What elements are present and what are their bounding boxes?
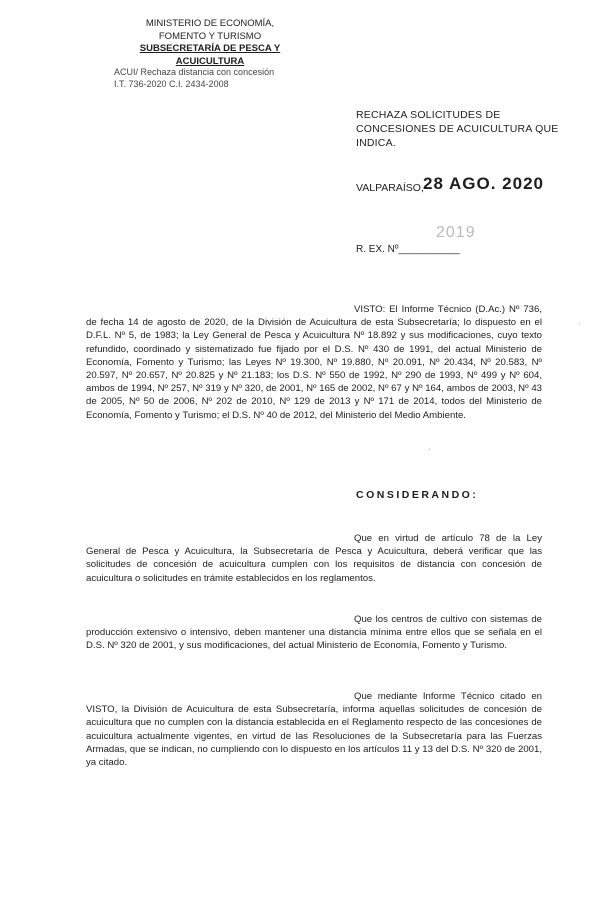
- scan-speck: ·: [428, 444, 431, 454]
- ministry-header: [110, 18, 310, 68]
- resolution-number-line: R. EX. Nº___________: [356, 244, 460, 255]
- scan-speck: ·: [578, 318, 581, 328]
- document-title: RECHAZA SOLICITUDES DE CONCESIONES DE ACUICULTURA QUE INDICA.: [356, 109, 559, 149]
- ministry-name: MINISTERIO DE ECONOMÍA,: [145, 18, 275, 29]
- place-label: VALPARAÍSO,: [356, 182, 424, 194]
- subsecretaria-name: SUBSECRETARÍA DE PESCA Y ACUICULTURA: [139, 43, 281, 67]
- considerando-paragraph-2: [86, 613, 542, 653]
- considerando-text-2: Que los centros de cultivo con sistemas de producción extensivo o intensivo, deben mantener una distancia mínima entre ellos que se señala en el D.S. Nº 320 de 2001, y sus modificaciones, del actual Ministerio de Economía, Fomento y Turismo.: [86, 614, 542, 652]
- reference-line-2: I.T. 736-2020 C.I. 2434-2008: [114, 79, 229, 89]
- reference-line-1: ACUI/ Rechaza distancia con concesión: [114, 67, 275, 77]
- visto-text: VISTO: El Informe Técnico (D.Ac.) Nº 736, de fecha 14 de agosto de 2020, de la División de Acuicultura de esta Subsecretaría; lo dispuesto en el D.F.L. Nº 5, de 1983; la Ley General de Pesca y Acuicultura Nº 18.892 y sus modificaciones, cuyo texto refundido, coordinado y sistematizado fue fijado por el D.S. Nº 430 de 1991, del actual Ministerio de Economía, Fomento y Turismo; las Leyes Nº 19.300, Nº 19.880, Nº 20.091, Nº 20.434, Nº 20.583, Nº 20.597, Nº 20.657, Nº 20.825 y Nº 21.183; los D.S. Nº 550 de 1992, Nº 290 de 1993, Nº 499 y Nº 604, ambos de 1994, Nº 257, Nº 319 y Nº 320, de 2001, Nº 165 de 2002, Nº 67 y Nº 164, ambos de 2003, Nº 43 de 2005, Nº 50 de 2006, Nº 202 de 2010, Nº 129 de 2013 y Nº 171 de 2014, todos del Ministerio de Economía, Fomento y Turismo; el D.S. Nº 40 de 2012, del Ministerio del Medio Ambiente.: [86, 304, 542, 421]
- considerando-paragraph-1: [86, 532, 542, 585]
- ministry-name-2: FOMENTO Y TURISMO: [158, 30, 262, 42]
- resolution-number-stamp: 2019: [436, 224, 476, 241]
- considerando-paragraph-3: [86, 690, 542, 769]
- considerando-text-1: Que en virtud de artículo 78 de la Ley General de Pesca y Acuicultura, la Subsecretaría de Pesca y Acuicultura, deberá verificar que las solicitudes de concesión de acuicultura cumplen con los requisitos de distancia con concesión de acuicultura o solicitudes en trámite establecidos en los reglamentos.: [86, 533, 542, 584]
- reference-block: [114, 66, 274, 90]
- visto-paragraph: [86, 303, 542, 422]
- considerando-text-3: Que mediante Informe Técnico citado en VISTO, la División de Acuicultura de esta Subsecretaría, informa aquellas solicitudes de concesión de acuicultura que no cumplen con la distancia establecida en el Reglamento respecto de las concesiones de acuicultura actualmente vigentes, en virtud de las Resoluciones de la Subsecretaría para las Fuerzas Armadas, que se indican, no cumpliendo con lo dispuesto en los artículos 11 y 13 del D.S. Nº 320 de 2001, ya citado.: [86, 691, 542, 769]
- date-stamp: 28 AGO. 2020: [423, 174, 544, 193]
- considerando-heading: CONSIDERANDO:: [356, 489, 479, 501]
